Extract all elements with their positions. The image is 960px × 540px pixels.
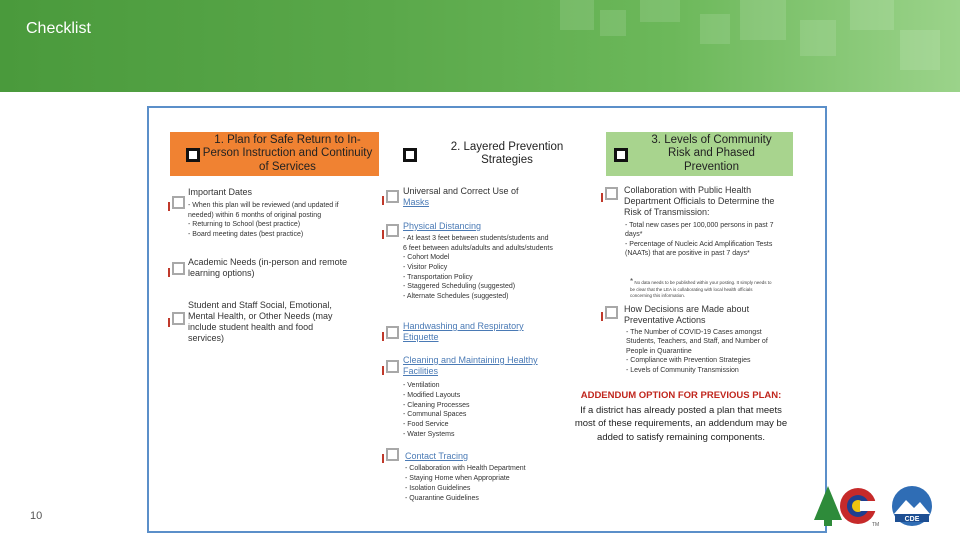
social-emotional-checkbox[interactable]	[172, 312, 185, 325]
cleaning-details	[403, 381, 553, 440]
detail-item: - Alternate Schedules (suggested)	[403, 292, 509, 300]
cleaning-checkbox[interactable]	[386, 360, 399, 373]
detail-item: - Staggered Scheduling (suggested)	[403, 283, 516, 291]
detail-item: - Communal Spaces	[403, 411, 467, 419]
detail-item: - Cohort Model	[403, 254, 450, 262]
detail-item: - At least 3 feet between students/students and 6 feet between adults/adults and adults/students	[403, 235, 553, 252]
slide-title: Checklist	[26, 20, 91, 37]
banner-pattern	[560, 0, 594, 30]
decisions-checkbox[interactable]	[605, 306, 618, 319]
physical-distancing-link[interactable]: Physical Distancing	[403, 221, 482, 231]
handwashing-checkbox[interactable]	[386, 326, 399, 339]
title-banner	[0, 0, 960, 92]
detail-item: - Transportation Policy	[403, 273, 473, 281]
tree-icon	[814, 486, 842, 526]
decisions-title: How Decisions are Made about Preventative Actions	[624, 304, 750, 325]
footnote-text: No data needs to be published within your posting. It simply needs to be clear that the LEA is collaborating with local health officials concerning this information.	[630, 280, 772, 299]
decisions-details	[626, 328, 776, 375]
handwashing-link[interactable]: Handwashing and Respiratory Etiquette	[403, 321, 524, 342]
public-health-title: Collaboration with Public Health Department Officials to Determine the Risk of Transmission:	[624, 185, 775, 217]
masks-title: Universal and Correct Use of	[403, 186, 519, 196]
important-dates-details	[188, 201, 348, 240]
detail-item: - Quarantine Guidelines	[405, 495, 479, 503]
detail-item: - Collaboration with Health Department	[405, 465, 526, 472]
contact-tracing-link[interactable]: Contact Tracing	[405, 451, 469, 461]
contact-tracing-details	[405, 464, 565, 505]
cleaning-link[interactable]: Cleaning and Maintaining Healthy Facilities	[403, 355, 538, 376]
col3-header-text: 3. Levels of Community Risk and Phased Prevention	[651, 134, 772, 173]
col1-header-checkbox[interactable]	[186, 148, 200, 162]
col2-header-text: 2. Layered Prevention Strategies	[450, 140, 564, 166]
public-health-details	[625, 221, 775, 259]
colorado-logo	[812, 484, 884, 528]
academic-needs-title: Academic Needs (in-person and remote learning options)	[188, 257, 348, 278]
detail-item: - Percentage of Nucleic Acid Amplification Tests (NAATs) that are positive in past 7 days*	[625, 240, 773, 258]
detail-item: - Returning to School (best practice)	[188, 221, 301, 229]
addendum-title: ADDENDUM OPTION FOR PREVIOUS PLAN:	[580, 390, 782, 401]
banner-pattern	[800, 20, 836, 56]
detail-item: - Visitor Policy	[403, 263, 448, 271]
masks-link[interactable]: Masks	[403, 196, 430, 207]
detail-item: - Staying Home when Appropriate	[405, 475, 510, 483]
detail-item: - Isolation Guidelines	[405, 485, 471, 493]
detail-item: - Ventilation	[403, 382, 440, 389]
col3-header	[606, 132, 793, 176]
detail-item: - Food Service	[403, 421, 449, 429]
col1-header-text: 1. Plan for Safe Return to In-Person Instruction and Continuity of Services	[202, 134, 373, 173]
detail-item: - Compliance with Prevention Strategies	[626, 357, 751, 365]
col2-header	[390, 132, 598, 176]
contact-tracing-checkbox[interactable]	[386, 448, 399, 461]
banner-pattern	[850, 0, 894, 30]
detail-item: - Board meeting dates (best practice)	[188, 230, 304, 238]
public-health-footnote	[630, 277, 775, 299]
banner-pattern	[600, 10, 626, 36]
physical-distancing-checkbox[interactable]	[386, 224, 399, 237]
physical-distancing-details	[403, 234, 553, 302]
banner-pattern	[640, 0, 680, 22]
col3-header-checkbox[interactable]	[614, 148, 628, 162]
cde-logo	[886, 484, 938, 528]
detail-item: - When this plan will be reviewed (and updated if needed) within 6 months of original posting	[188, 202, 339, 219]
col1-header	[170, 132, 379, 176]
detail-item: - Levels of Community Transmission	[626, 366, 739, 374]
footnote-star: *	[630, 277, 634, 286]
detail-item: - The Number of COVID-19 Cases amongst Students, Teachers, and Staff, and Number of People in Quarantine	[626, 329, 768, 355]
important-dates-title: Important Dates	[188, 187, 253, 197]
public-health-checkbox[interactable]	[605, 187, 618, 200]
social-emotional-title: Student and Staff Social, Emotional, Mental Health, or Other Needs (may include student health and food services)	[188, 300, 333, 343]
masks-checkbox[interactable]	[386, 190, 399, 203]
page-number: 10	[30, 510, 43, 522]
detail-item: - Modified Layouts	[403, 391, 461, 399]
masks-item	[403, 186, 553, 208]
addendum-body: If a district has already posted a plan that meets most of these requirements, an addendum may be added to satisfy remaining components.	[574, 405, 788, 443]
detail-item: - Total new cases per 100,000 persons in past 7 days*	[625, 222, 774, 239]
col2-header-checkbox[interactable]	[403, 148, 417, 162]
banner-pattern	[900, 30, 940, 70]
banner-pattern	[740, 0, 786, 40]
tm-mark: TM	[872, 522, 880, 528]
detail-item: - Cleaning Processes	[403, 401, 470, 409]
cde-text: CDE	[904, 516, 920, 523]
important-dates-checkbox[interactable]	[172, 196, 185, 209]
banner-pattern	[700, 14, 730, 44]
academic-needs-checkbox[interactable]	[172, 262, 185, 275]
detail-item: - Water Systems	[403, 430, 455, 438]
